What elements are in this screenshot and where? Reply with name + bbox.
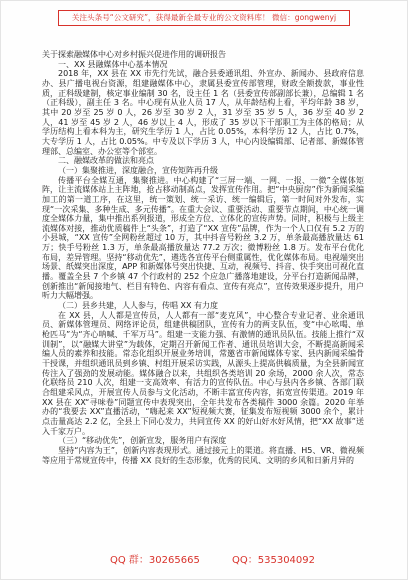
paragraph-mobile-first: 坚持“内容为王”，创新内容表现形式。通过接元上的渠道。将直播、H5、VR、微视频等应用于常规宣传中，传播 XX 良好的生态形象，优秀的民风、文明的乡风和日新月异的 (42, 445, 364, 465)
qq-number: QQ：535304092 (232, 555, 316, 566)
subsection-heading-mobile-first: （三）“移动优先”，创新宣发，服务用户有深度 (58, 436, 227, 446)
qq-group-number: QQ 群：30265665 (110, 555, 200, 566)
paragraph-basic-info: 2018 年，XX 县在 XX 市先行先试，融合县委通讯组、外宣办、新闻办、县政府信息办、县广播电视台资源，组建融媒体中心，隶属县委宣传部管理，财政全额拨款，事业性质，正科级建制，核定事业编制 30 名，设主任 1 名（县委宣传部副部长兼），总编辑 1 名（正科级），副主任 3 名。中心现有从业人员 17 人，从年龄结构上看，平均年龄 38 岁，其中 20 岁至 25 岁 0 人，26 岁至 30 岁 2 人，31 岁至 35 岁 5 人，36 岁至 40 岁 2 人，41 岁至 45 岁 2 人，46 岁以上 4 人，形成了 35 岁以下干部职工为主体的格局；从学历结构上看本科为主，研究生学历 1 人，占比 0.05%，本科学历 12 人，占比 0.7%，大专学历 1 人，占比 0.05%。中专及以下学历 3 人，中心内设编辑部、记者部、新媒体管理部、总编室、办公室等个部室。 (42, 69, 364, 156)
document-title: 关于探索融媒体中心对乡村振兴促进作用的调研报告 (42, 50, 226, 59)
paragraph-matrix: 传播平台全媒互通，集聚推进。中心构建了“三屏一端、一网、一报、一微”全媒体矩阵，让主流媒体站上主阵地，抢占移动制高点，发挥宣传作用。把“中央厨房”作为新闻采编加工的第一道工序，在这里，统一策划、统一采访、统一编辑后，第一时间对外发布，实现“一次采集、多种生成、多元传播”。在重大会议、重要活动、重要节点期间，中心统一调度全媒体力量，集中推出系列报道，形成全方位、立体化的宣传声势。同时，积极与上级主流媒体对接，推动优质稿件上“头条”，打造了“XX 宣传”品牌，作为一个人口仅有 5.2 万的小县城，“XX 宣传”全网粉丝超过 10 万，其中抖音号粉丝 3.2 万，单条最高播放量达 61 万；快手号粉丝 1.3 万，单条最高播放量达 77.2 万次；微博粉丝 1.8 万。发布平台优化布局，差异管理。坚持“移动优先”，遴选各宣传平台侧重属性，优化媒体布局。电视端突出场景、纸媒突出深度，APP 和新媒体号突出快捷、互动，视频号、抖音、快手突出可视化直播。覆盖全县 7 个乡镇 47 个行政村的 252 个应急广播落地建设，分平台打造新闻品牌，创新推出“新闻接地气、栏目有特色、内容有看点、宣传有亮点”，宣传效果逐步提升，用户听力大幅增强。 (42, 175, 364, 301)
subsection-heading-participation: （二）县乡共建，人人参与，传唱 XX 有力度 (58, 301, 219, 311)
paragraph-participation: 在 XX 县，人人都是宣传员，人人都有一部“麦克风”，中心整合专业记者、业余通讯员、新媒体管理员、网络评论员，组建供稿团队，宣传有力的两支队伍，变“中心吆喝、单枪匹马”为“齐心呐喊、千军万马”。组建一支能力强、有激情的通讯员队伍。技能上推行“双训制”，以“融媒大讲堂”为载体，定期召开新闻工作者、通讯员培训大会，不断提高新闻采编人员的素养和技能。常态化组织开展业务培训，常邀省市新闻媒体专家、县内新闻采编骨干授课，并组织通讯员到乡镇、村组开展采访实践，从源头上提高供稿质量，为全县新闻宣传注入了强劲的发展动能。媒体融合以来，共组织各类培训 20 余场，2000 余人次，常态化联络员 210 人次，组建一支高效率、有活力的宣传队伍。中心与县内各乡镇、各部门联合组建采风点，开展宣传人员参与文化活动，不断丰富宣传内容，拓宽宣传渠道。2019 年 XX 县在 XX“寻味卷”同题宣传中表现突出，全年共发布各类稿件 3000 余篇。2020 年举办的“我要去 XX”直播活动，“嗨起来 XX”短视频大赛，征集发布短视频 3000 余个，累计点击量高达 2.2 亿，全县上下同心发力，共同宣传 XX 的好山好水好风情，把“XX 故事”送入千家万户。 (42, 310, 364, 436)
section-heading-basic-info: 一、XX 县融媒体中心基本情况 (58, 59, 168, 69)
promo-banner: 关注头条号“公文研究”，获得最新全最专业的公文资料库！ 微信：gongwenyj (58, 10, 350, 26)
subsection-heading-matrix: （一）集聚推进，深度融合，宣传矩阵再升级 (58, 165, 218, 175)
section-heading-reform: 二、融媒改革的做法和亮点 (58, 156, 154, 166)
document-body (42, 50, 364, 550)
contact-footer (0, 553, 408, 569)
